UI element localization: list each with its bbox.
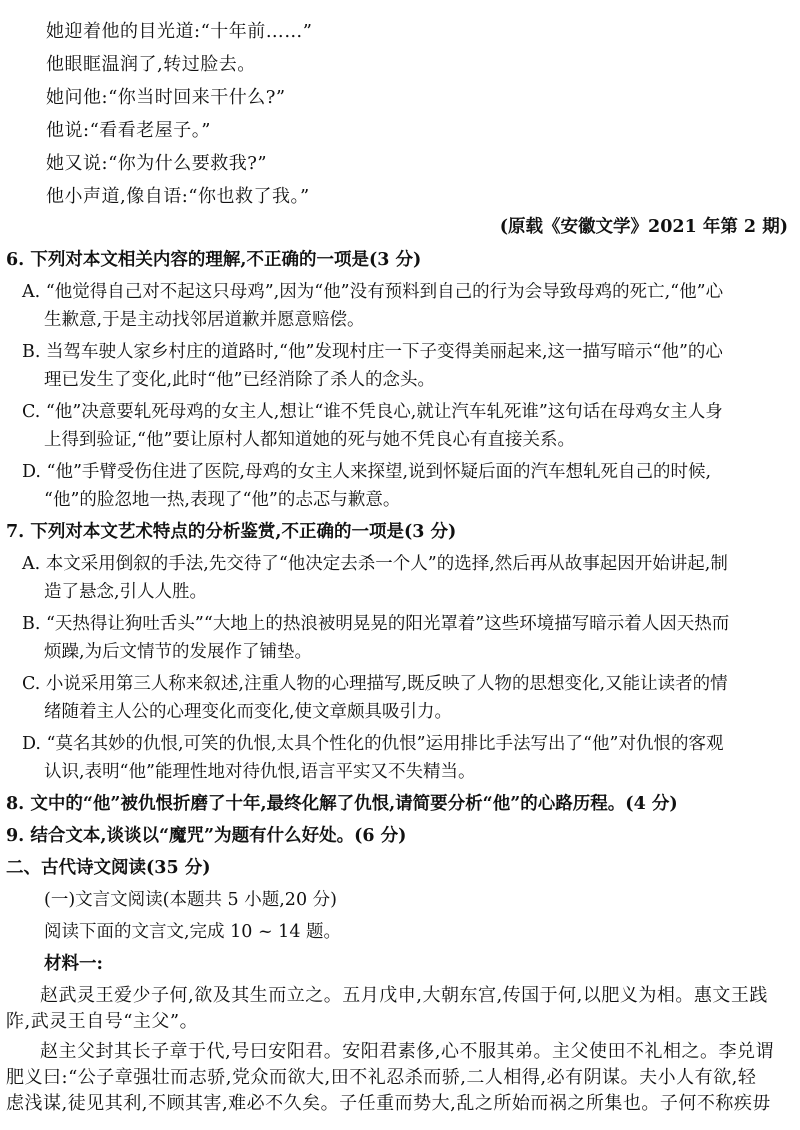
q7-option-b: B. “天热得让狗吐舌头”“大地上的热浪被明晃晃的阳光罩着”这些环境描写暗示着人因天热而 [22, 614, 730, 634]
classical-text-line: 赵武灵王爱少子何,欲及其生而立之。五月戊申,大朝东宫,传国于何,以肥义为相。惠文王践 [40, 985, 768, 1006]
section-2-title: 二、古代诗文阅读(35 分) [6, 858, 211, 878]
question-8: 8. 文中的“他”被仇恨折磨了十年,最终化解了仇恨,请简要分析“他”的心路历程。(4 分) [6, 794, 678, 814]
q6-option-d: D. “他”手臂受伤住进了医院,母鸡的女主人来探望,说到怀疑后面的汽车想轧死自己的时候, [22, 462, 712, 482]
q6-option-c: C. “他”决意要轧死母鸡的女主人,想让“谁不凭良心,就让汽车轧死谁”这句话在母鸡女主人身 [22, 402, 723, 422]
material-label: 材料一: [44, 954, 103, 974]
q7-option-c-cont: 绪随着主人公的心理变化而变化,使文章颇具吸引力。 [44, 702, 453, 722]
q7-option-d-cont: 认识,表明“他”能理性地对待仇恨,语言平实又不失精当。 [44, 762, 476, 782]
q6-option-b-cont: 理已发生了变化,此时“他”已经消除了杀人的念头。 [44, 370, 435, 390]
classical-text-line: 肥义曰:“公子章强壮而志骄,党众而欲大,田不礼忍杀而骄,二人相得,必有阴谋。夫小人有欲,轻 [6, 1067, 757, 1088]
story-line: 他小声道,像自语:“你也救了我。” [46, 186, 310, 207]
question-9: 9. 结合文本,谈谈以“魔咒”为题有什么好处。(6 分) [6, 826, 407, 846]
q6-option-c-cont: 上得到验证,“他”要让原村人都知道她的死与她不凭良心有直接关系。 [44, 430, 575, 450]
story-line: 她迎着他的目光道:“十年前……” [46, 21, 313, 42]
q7-option-d: D. “莫名其妙的仇恨,可笑的仇恨,太具个性化的仇恨”运用排比手法写出了“他”对仇恨的客观 [22, 734, 724, 754]
story-line: 她又说:“你为什么要救我?” [46, 153, 268, 174]
story-line: 他说:“看看老屋子。” [46, 120, 211, 141]
q6-option-d-cont: “他”的脸忽地一热,表现了“他”的忐忑与歉意。 [44, 490, 401, 510]
q7-option-b-cont: 烦躁,为后文情节的发展作了铺垫。 [44, 642, 313, 662]
classical-text-line: 阼,武灵王自号“主父”。 [6, 1011, 199, 1032]
story-line: 她问他:“你当时回来干什么?” [46, 87, 286, 108]
q7-option-a-cont: 造了悬念,引人人胜。 [44, 582, 208, 602]
q7-option-c: C. 小说采用第三人称来叙述,注重人物的心理描写,既反映了人物的思想变化,又能让读者的情 [22, 674, 728, 694]
q7-option-a: A. 本文采用倒叙的手法,先交待了“他决定去杀一个人”的选择,然后再从故事起因开始讲起,制 [22, 554, 728, 574]
section-2-instructions: 阅读下面的文言文,完成 10 ~ 14 题。 [44, 922, 342, 942]
q6-option-a: A. “他觉得自己对不起这只母鸡”,因为“他”没有预料到自己的行为会导致母鸡的死亡,“他”心 [22, 282, 724, 302]
question-6-stem: 6. 下列对本文相关内容的理解,不正确的一项是(3 分) [6, 250, 422, 270]
question-7-stem: 7. 下列对本文艺术特点的分析鉴赏,不正确的一项是(3 分) [6, 522, 457, 542]
classical-text-line: 赵主父封其长子章于代,号曰安阳君。安阳君素侈,心不服其弟。主父使田不礼相之。李兑谓 [40, 1041, 774, 1062]
section-2-subtitle: (一)文言文阅读(本题共 5 小题,20 分) [44, 890, 337, 910]
source-note: (原载《安徽文学》2021 年第 2 期) [499, 217, 788, 237]
q6-option-a-cont: 生歉意,于是主动找邻居道歉并愿意赔偿。 [44, 310, 365, 330]
classical-text-line: 虑浅谋,徒见其利,不顾其害,难必不久矣。子任重而势大,乱之所始而祸之所集也。子何不称疾毋 [6, 1093, 771, 1114]
q6-option-b: B. 当驾车驶人家乡村庄的道路时,“他”发现村庄一下子变得美丽起来,这一描写暗示“他”的心 [22, 342, 723, 362]
story-line: 他眼眶温润了,转过脸去。 [46, 54, 256, 75]
